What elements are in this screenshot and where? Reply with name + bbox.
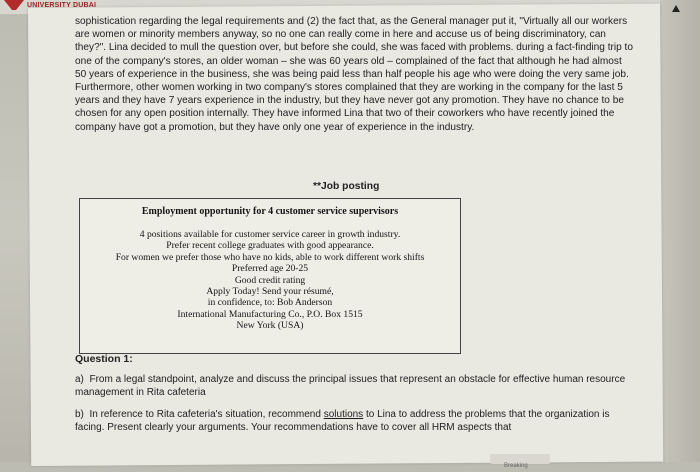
job-posting-box	[79, 198, 461, 354]
job-posting-heading: **Job posting	[313, 181, 380, 192]
question-part-a	[75, 373, 640, 399]
job-posting-body	[80, 229, 460, 332]
part-a-text: From a legal standpoint, analyze and discuss the principal issues that represent an obstacle for effective human resource management in Rita cafeteria	[75, 374, 626, 398]
job-posting-line: in confidence, to: Bob Anderson	[207, 297, 333, 309]
corner-button-label: Breaking	[504, 463, 528, 469]
right-margin	[660, 0, 700, 462]
brand-name: UNIVERSITY DUBAI	[27, 1, 97, 9]
job-posting-title: Employment opportunity for 4 customer service supervisors	[141, 206, 399, 217]
job-posting-line: Preferred age 20-25	[231, 263, 309, 275]
job-posting-line: 4 positions available for customer service career in growth industry.	[139, 229, 401, 240]
solutions-link[interactable]: solutions	[323, 409, 364, 420]
part-a-label: a)	[75, 374, 84, 385]
scroll-up-icon[interactable]	[672, 5, 680, 12]
part-b-text-end: to Lina to address the problems that the organization is facing. Present clearly your arguments. Your recommendations have to cover all HRM aspects that	[75, 409, 610, 433]
question-title: Question 1:	[75, 353, 133, 365]
logo-emblem-icon	[4, 0, 24, 10]
case-paragraph	[75, 15, 635, 134]
part-b-text-start: In reference to Rita cafeteria's situation, recommend	[89, 409, 324, 420]
case-text: sophistication regarding the legal requirements and (2) the fact that, as the General manager put it, "Virtually all our workers are women or minority members anyway, so no one can really come in here and accuse us of being discriminatory, can they?". Lina decided to mull the question over, but before she could, she was faced with problems. during a fact-finding trip to one of the company's stores, an older woman – she was 60 years old – complained of the fact that although he had almost 50 years of experience in the business, she was being paid less than half people his age who were doing the very same job. Furthermore, other women working in two company's stores complained that they are working in the company for the last 5 years and they have 7 years experience in the industry, but they have never got any promotion. They have no chance to be chosen for any open position internally. They have informed Lina that two of their coworkers who have recently joined the company have got a promotion, but they have only one year of experience in the industry.	[75, 16, 633, 133]
job-posting-line: New York (USA)	[236, 320, 304, 332]
job-posting-line: International Manufacturing Co., P.O. Box 1515	[177, 308, 363, 320]
job-posting-line: For women we prefer those who have no kids, able to work different work shifts	[115, 251, 425, 263]
job-posting-line: Good credit rating	[234, 274, 306, 286]
question-part-b	[75, 408, 640, 434]
job-posting-line: Prefer recent college graduates with good appearance.	[166, 240, 374, 252]
corner-button[interactable]	[490, 454, 550, 469]
part-b-label: b)	[75, 409, 84, 420]
job-posting-line: Apply Today! Send your résumé,	[206, 286, 334, 298]
